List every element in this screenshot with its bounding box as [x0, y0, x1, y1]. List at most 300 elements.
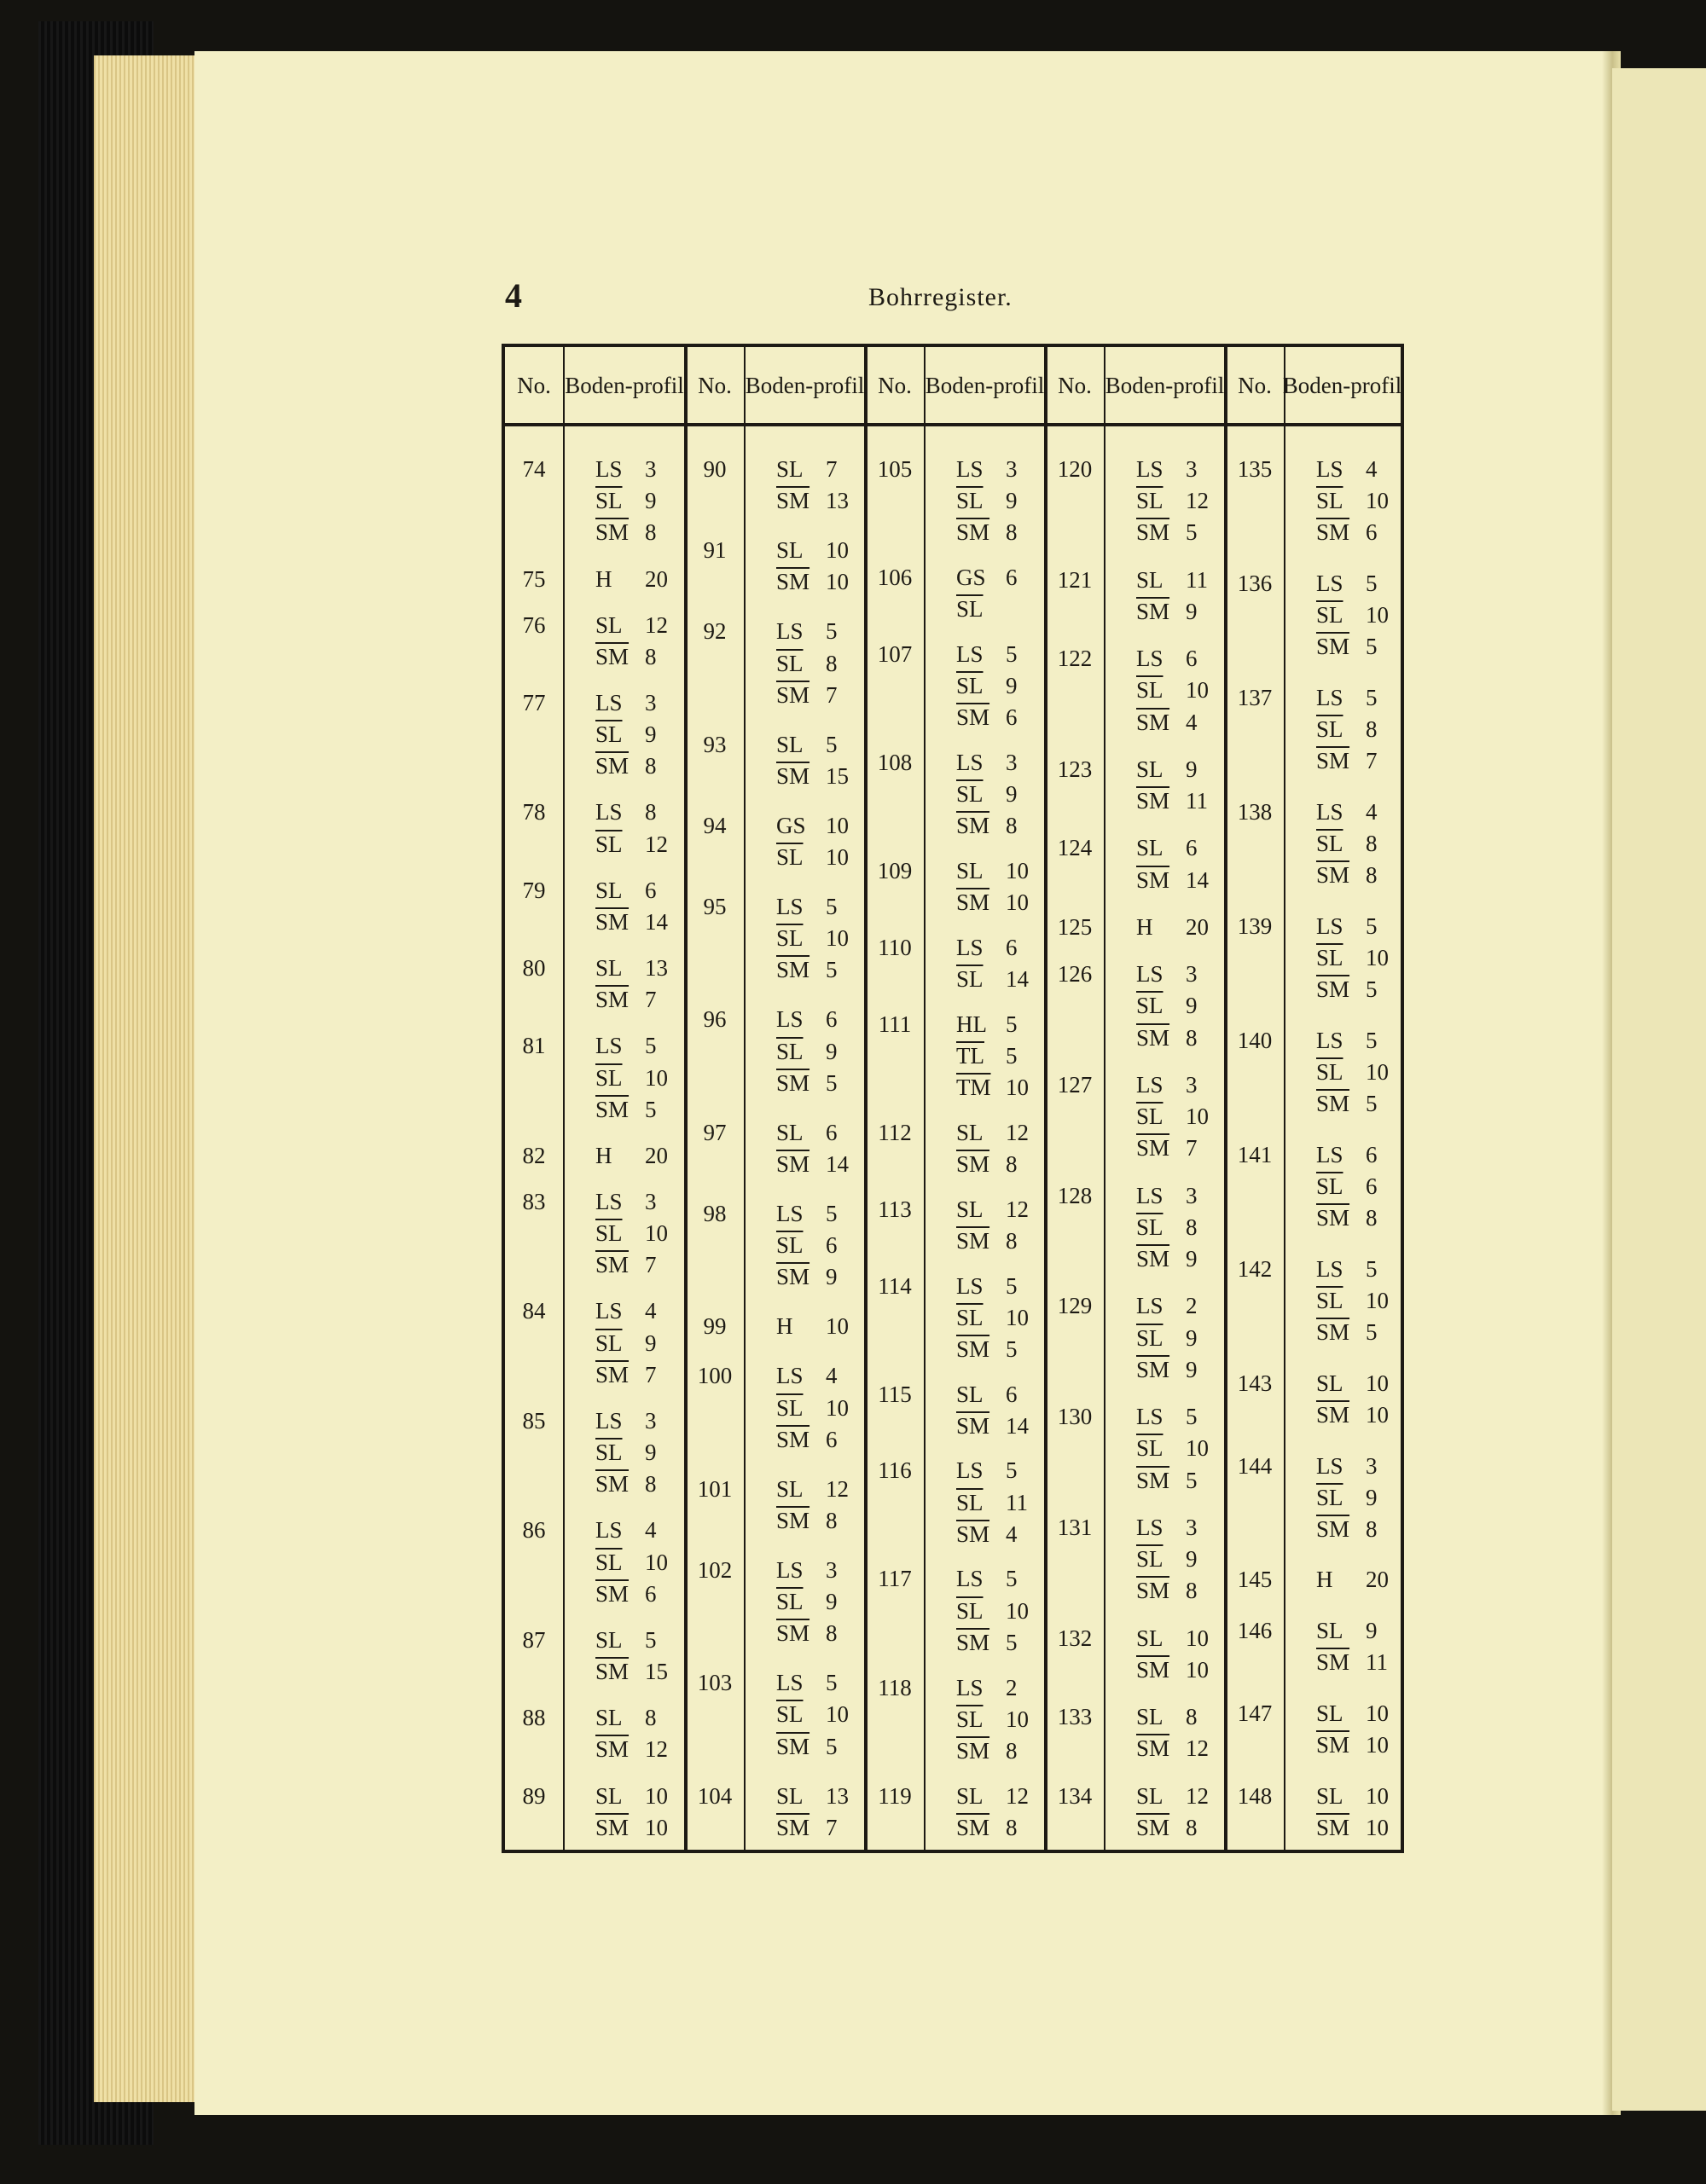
- soil-code: SL: [1136, 566, 1163, 593]
- borehole-number: 145: [1237, 1567, 1273, 1593]
- soil-layer: [595, 687, 674, 719]
- header-profile-line2: profil: [993, 372, 1045, 398]
- layer-depth: 10: [645, 1549, 668, 1575]
- borehole-number: 109: [877, 858, 913, 884]
- soil-layer: [776, 1036, 855, 1068]
- soil-layer: [956, 964, 1035, 995]
- layer-depth: 15: [645, 1659, 668, 1685]
- layer-depth: 10: [645, 1220, 668, 1247]
- soil-code: SL: [1316, 1782, 1343, 1809]
- soil-layer: [1136, 454, 1215, 485]
- soil-layer: [956, 1334, 1035, 1365]
- layer-depth: 11: [1366, 1649, 1388, 1676]
- soil-code: SL: [956, 1782, 984, 1809]
- soil-layer: [956, 1735, 1035, 1767]
- soil-code: $\overline{SM}$: [595, 987, 630, 1013]
- borehole-number: 143: [1237, 1370, 1273, 1396]
- soil-code: $\overline{SM}$: [956, 1814, 990, 1840]
- column-rule: [924, 347, 926, 1850]
- borehole-number: 126: [1057, 961, 1093, 988]
- soil-layer: [1136, 754, 1215, 785]
- layer-depth: 5: [1366, 1319, 1378, 1346]
- borehole-number: 81: [522, 1033, 546, 1059]
- soil-layer: [956, 1487, 1035, 1519]
- soil-layer: [595, 641, 674, 673]
- layer-depth: 5: [1006, 1335, 1018, 1362]
- soil-layer: [1136, 865, 1215, 896]
- soil-code: $\overline{SM}$: [776, 1620, 810, 1647]
- soil-layer: [1316, 1025, 1395, 1057]
- layer-depth: 8: [645, 1705, 657, 1731]
- soil-layer: [1316, 600, 1395, 631]
- soil-layer: [595, 1030, 674, 1062]
- soil-code: $\overline{SL}$: [595, 488, 623, 514]
- header-profile-line1: Boden-: [565, 372, 633, 398]
- soil-layer: [1136, 1654, 1215, 1686]
- soil-code: LS: [1136, 1404, 1163, 1430]
- layer-depth: 4: [1186, 709, 1198, 735]
- layer-depth: 6: [1186, 646, 1198, 672]
- layer-depth: 9: [1366, 1484, 1378, 1510]
- soil-code: SL: [776, 1782, 804, 1809]
- borehole-number: 100: [697, 1363, 733, 1389]
- layer-depth: 6: [645, 877, 657, 903]
- soil-layer: [776, 923, 855, 954]
- soil-code: $\overline{SM}$: [1136, 598, 1170, 624]
- soil-layer: [1316, 1482, 1395, 1514]
- layer-depth: 9: [1186, 993, 1198, 1019]
- layer-depth: 9: [1006, 673, 1018, 699]
- soil-layer: [1316, 454, 1395, 485]
- soil-code: LS: [776, 1670, 804, 1696]
- layer-depth: 8: [826, 1507, 838, 1533]
- soil-code: $\overline{SL}$: [1316, 488, 1343, 514]
- soil-code: SL: [1316, 1618, 1343, 1644]
- soil-code: $\overline{SM}$: [776, 1069, 810, 1096]
- soil-layer: [1316, 860, 1395, 891]
- layer-depth: 8: [645, 519, 657, 546]
- layer-depth: 9: [1186, 1546, 1198, 1573]
- borehole-number: 144: [1237, 1452, 1273, 1479]
- soil-code: LS: [595, 689, 623, 715]
- soil-code: $\overline{SM}$: [956, 1335, 990, 1362]
- borehole-number: 110: [878, 934, 912, 960]
- soil-code: $\overline{SM}$: [956, 1227, 990, 1254]
- column-rule: [744, 347, 746, 1850]
- layer-depth: 3: [1186, 456, 1198, 482]
- soil-code: GS: [776, 812, 806, 838]
- layer-depth: 9: [826, 1589, 838, 1615]
- soil-code: LS: [1316, 912, 1343, 939]
- borehole-number: 89: [522, 1782, 546, 1809]
- borehole-number: 93: [703, 731, 727, 757]
- soil-code: LS: [1136, 1514, 1163, 1540]
- layer-depth: 10: [645, 1782, 668, 1809]
- layer-depth: 5: [1006, 1566, 1018, 1592]
- borehole-number: 121: [1057, 566, 1093, 593]
- soil-code: SL: [956, 1196, 984, 1222]
- soil-layer: [956, 562, 1035, 594]
- layer-depth: 12: [1006, 1196, 1029, 1222]
- soil-layer: [1136, 596, 1215, 628]
- soil-code: LS: [1316, 684, 1343, 710]
- soil-code: $\overline{SL}$: [776, 650, 804, 676]
- header-bodenprofil: [1104, 347, 1226, 423]
- layer-depth: 4: [1366, 456, 1378, 482]
- soil-code: $\overline{SM}$: [1316, 1649, 1350, 1676]
- header-bodenprofil: [924, 347, 1046, 423]
- soil-code: $\overline{SM}$: [956, 519, 990, 546]
- soil-layer: [776, 680, 855, 711]
- borehole-number: 102: [697, 1556, 733, 1583]
- soil-layer: [776, 1311, 855, 1342]
- soil-code: $\overline{SL}$: [595, 1064, 623, 1091]
- soil-layer: [956, 810, 1035, 842]
- soil-code: $\overline{SM}$: [1136, 1467, 1170, 1493]
- layer-depth: 10: [1366, 1700, 1389, 1726]
- soil-layer: [1136, 959, 1215, 990]
- header-no: No.: [1238, 372, 1272, 398]
- borehole-number: 132: [1057, 1625, 1093, 1651]
- soil-code: $\overline{SL}$: [1316, 602, 1343, 629]
- layer-depth: 13: [645, 955, 668, 982]
- soil-code: $\overline{SL}$: [595, 1330, 623, 1356]
- soil-layer: [956, 1149, 1035, 1180]
- soil-code: $\overline{SM}$: [595, 1659, 630, 1685]
- layer-depth: 20: [1186, 913, 1209, 940]
- soil-layer: [1316, 1171, 1395, 1202]
- layer-depth: 5: [1006, 1457, 1018, 1484]
- layer-depth: 11: [1186, 566, 1208, 593]
- soil-code: $\overline{SM}$: [776, 1264, 810, 1290]
- soil-layer: [956, 1040, 1035, 1072]
- soil-code: $\overline{SM}$: [1316, 1205, 1350, 1231]
- soil-code: LS: [956, 456, 984, 482]
- borehole-number: 87: [522, 1626, 546, 1653]
- soil-layer: [595, 750, 674, 782]
- soil-layer: [595, 984, 674, 1016]
- layer-depth: 10: [1366, 1732, 1389, 1758]
- soil-layer: [1136, 485, 1215, 517]
- soil-layer: [1316, 942, 1395, 974]
- soil-layer: [776, 810, 855, 842]
- soil-code: $\overline{SL}$: [956, 781, 984, 808]
- soil-layer: [956, 1072, 1035, 1104]
- soil-layer: [595, 719, 674, 750]
- layer-depth: 8: [1186, 1704, 1198, 1730]
- layer-depth: 10: [1366, 1059, 1389, 1086]
- layer-depth: 8: [1366, 716, 1378, 743]
- soil-layer: [776, 566, 855, 598]
- layer-depth: 10: [1186, 1656, 1209, 1683]
- soil-code: LS: [956, 1272, 984, 1299]
- soil-layer: [1136, 1133, 1215, 1164]
- soil-code: $\overline{SL}$: [1316, 1287, 1343, 1313]
- soil-code: LS: [776, 1006, 804, 1033]
- soil-layer: [776, 1360, 855, 1392]
- soil-code: LS: [1136, 646, 1163, 672]
- soil-layer: [595, 797, 674, 828]
- layer-depth: 10: [1006, 1706, 1029, 1732]
- layer-depth: 8: [645, 1471, 657, 1498]
- layer-depth: 3: [826, 1556, 838, 1583]
- layer-depth: 6: [1366, 519, 1378, 546]
- borehole-number: 116: [878, 1457, 912, 1484]
- layer-depth: 10: [826, 844, 849, 871]
- layer-depth: 10: [645, 1064, 668, 1091]
- soil-code: $\overline{SL}$: [1136, 1214, 1163, 1240]
- layer-depth: 9: [826, 1038, 838, 1064]
- layer-depth: 10: [1006, 858, 1029, 884]
- soil-code: $\overline{SM}$: [1136, 519, 1170, 546]
- soil-code: $\overline{SM}$: [595, 643, 630, 669]
- layer-depth: 6: [1006, 1381, 1018, 1407]
- layer-depth: 10: [1186, 677, 1209, 704]
- soil-code: LS: [1136, 1293, 1163, 1319]
- soil-code: $\overline{SL}$: [956, 966, 984, 993]
- soil-layer: [1136, 1180, 1215, 1212]
- soil-layer: [1316, 828, 1395, 860]
- soil-code: LS: [1136, 1072, 1163, 1098]
- soil-code: $\overline{SM}$: [776, 569, 810, 595]
- borehole-number: 125: [1057, 913, 1093, 940]
- layer-depth: 6: [1186, 835, 1198, 861]
- soil-code: $\overline{SM}$: [776, 957, 810, 983]
- soil-layer: [595, 1515, 674, 1546]
- soil-code: $\overline{SM}$: [956, 704, 990, 731]
- soil-layer: [595, 875, 674, 907]
- borehole-number: 103: [697, 1670, 733, 1696]
- soil-layer: [1316, 1317, 1395, 1348]
- soil-layer: [956, 1812, 1035, 1844]
- soil-code: H: [1136, 913, 1153, 940]
- soil-layer: [595, 1469, 674, 1500]
- layer-depth: 10: [1366, 1401, 1389, 1428]
- layer-depth: 10: [1186, 1625, 1209, 1651]
- soil-code: $\overline{SL}$: [956, 1304, 984, 1330]
- layer-depth: 7: [645, 1252, 657, 1278]
- soil-layer: [776, 485, 855, 517]
- layer-depth: 10: [826, 1394, 849, 1421]
- soil-code: $\overline{SM}$: [1316, 976, 1350, 1003]
- soil-code: $\overline{SM}$: [1136, 1024, 1170, 1051]
- soil-layer: [1316, 1368, 1395, 1399]
- soil-layer: [776, 1699, 855, 1730]
- layer-depth: 8: [645, 643, 657, 669]
- soil-layer: [1316, 1514, 1395, 1545]
- layer-depth: 3: [645, 1407, 657, 1434]
- soil-layer: [776, 842, 855, 873]
- soil-code: $\overline{SL}$: [1316, 831, 1343, 857]
- layer-depth: 9: [645, 721, 657, 748]
- borehole-number: 135: [1237, 456, 1273, 482]
- layer-depth: 3: [1006, 456, 1018, 482]
- soil-code: $\overline{SL}$: [1316, 945, 1343, 971]
- soil-code: $\overline{SM}$: [1316, 519, 1350, 546]
- soil-layer: [1316, 911, 1395, 942]
- borehole-number: 120: [1057, 456, 1093, 482]
- borehole-number: 133: [1057, 1704, 1093, 1730]
- soil-layer: [1136, 1323, 1215, 1354]
- layer-depth: 12: [1186, 1782, 1209, 1809]
- soil-layer: [1316, 1254, 1395, 1285]
- layer-depth: 8: [1186, 1024, 1198, 1051]
- layer-depth: 8: [1186, 1814, 1198, 1840]
- layer-depth: 11: [1006, 1489, 1028, 1515]
- header-no: No.: [878, 372, 912, 398]
- soil-layer: [1316, 1057, 1395, 1088]
- layer-depth: 6: [826, 1426, 838, 1452]
- layer-depth: 5: [1366, 634, 1378, 660]
- soil-layer: [1316, 1285, 1395, 1317]
- soil-code: LS: [956, 1457, 984, 1484]
- layer-depth: 5: [1366, 912, 1378, 939]
- soil-code: $\overline{SL}$: [595, 1440, 623, 1466]
- layer-depth: 6: [645, 1580, 657, 1607]
- soil-layer: [1136, 1101, 1215, 1133]
- soil-code: $\overline{SM}$: [1136, 866, 1170, 893]
- layer-depth: 3: [1006, 749, 1018, 775]
- soil-code: $\overline{SM}$: [1316, 1091, 1350, 1117]
- layer-depth: 12: [1006, 1119, 1029, 1145]
- header-profile-line1: Boden-: [745, 372, 814, 398]
- soil-code: $\overline{TM}$: [956, 1075, 991, 1101]
- soil-code: SL: [776, 1475, 804, 1502]
- layer-depth: 10: [1366, 602, 1389, 629]
- soil-code: $\overline{SL}$: [595, 831, 623, 857]
- layer-depth: 4: [1006, 1521, 1018, 1547]
- soil-code: $\overline{SM}$: [1136, 788, 1170, 814]
- soil-code: SL: [1136, 1704, 1163, 1730]
- borehole-number: 113: [878, 1196, 912, 1222]
- layer-depth: 6: [1366, 1173, 1378, 1199]
- layer-depth: 10: [1006, 1304, 1029, 1330]
- borehole-number: 92: [703, 618, 727, 645]
- borehole-number: 78: [522, 799, 546, 826]
- borehole-number: 104: [697, 1782, 733, 1809]
- layer-depth: 5: [1006, 1629, 1018, 1655]
- soil-layer: [956, 1194, 1035, 1225]
- borehole-number: 85: [522, 1407, 546, 1434]
- borehole-number: 97: [703, 1119, 727, 1145]
- soil-code: $\overline{SL}$: [776, 1701, 804, 1728]
- layer-depth: 5: [826, 1670, 838, 1696]
- layer-depth: 10: [1186, 1435, 1209, 1462]
- soil-code: $\overline{SL}$: [956, 673, 984, 699]
- borehole-number: 123: [1057, 756, 1093, 782]
- soil-layer: [1316, 714, 1395, 745]
- soil-layer: [595, 1328, 674, 1359]
- soil-layer: [1136, 707, 1215, 739]
- soil-code: $\overline{SM}$: [1136, 1656, 1170, 1683]
- soil-code: H: [595, 1142, 612, 1168]
- layer-depth: 3: [1186, 1182, 1198, 1208]
- layer-depth: 8: [1366, 831, 1378, 857]
- layer-depth: 20: [645, 1142, 668, 1168]
- soil-layer: [776, 1667, 855, 1699]
- layer-depth: 3: [1186, 1514, 1198, 1540]
- layer-depth: 10: [826, 812, 849, 838]
- soil-layer: [1316, 682, 1395, 714]
- layer-depth: 8: [645, 753, 657, 779]
- soil-layer: [776, 1393, 855, 1424]
- soil-layer: [776, 1198, 855, 1230]
- soil-code: $\overline{SM}$: [956, 813, 990, 839]
- soil-code: $\overline{SL}$: [1136, 488, 1163, 514]
- layer-depth: 6: [826, 1119, 838, 1145]
- soil-code: $\overline{SM}$: [595, 1096, 630, 1122]
- layer-depth: 10: [645, 1814, 668, 1840]
- soil-layer: [956, 1672, 1035, 1704]
- page-edges: [94, 55, 205, 2102]
- soil-layer: [776, 1731, 855, 1763]
- layer-depth: 10: [1366, 1782, 1389, 1809]
- soil-code: $\overline{SM}$: [776, 1426, 810, 1452]
- borehole-number: 146: [1237, 1618, 1273, 1644]
- soil-code: $\overline{SL}$: [956, 1597, 984, 1624]
- soil-code: LS: [595, 456, 623, 482]
- soil-code: LS: [1136, 1182, 1163, 1208]
- soil-code: $\overline{SM}$: [776, 681, 810, 708]
- layer-depth: 12: [1006, 1782, 1029, 1809]
- borehole-number: 91: [703, 537, 727, 564]
- soil-layer: [776, 1618, 855, 1649]
- borehole-number: 86: [522, 1517, 546, 1544]
- layer-depth: 5: [826, 957, 838, 983]
- soil-layer: [595, 1094, 674, 1126]
- layer-depth: 20: [1366, 1567, 1389, 1593]
- borehole-number: 74: [522, 456, 546, 482]
- layer-depth: 10: [826, 1701, 849, 1728]
- soil-layer: [595, 1547, 674, 1579]
- layer-depth: 5: [1366, 684, 1378, 710]
- borehole-number: 147: [1237, 1700, 1273, 1726]
- soil-code: SL: [595, 955, 623, 982]
- soil-code: $\overline{SL}$: [776, 1232, 804, 1259]
- soil-layer: [956, 1117, 1035, 1149]
- layer-depth: 8: [1006, 519, 1018, 546]
- soil-code: $\overline{SM}$: [1316, 1319, 1350, 1346]
- soil-code: $\overline{SL}$: [1316, 716, 1343, 743]
- header-profile-line2: profil: [813, 372, 865, 398]
- soil-layer: [595, 1781, 674, 1812]
- soil-code: $\overline{SL}$: [776, 1394, 804, 1421]
- soil-code: SL: [956, 858, 984, 884]
- soil-code: LS: [1316, 1452, 1343, 1479]
- soil-code: $\overline{SM}$: [1316, 1401, 1350, 1428]
- layer-depth: 14: [645, 908, 668, 935]
- soil-code: $\overline{SM}$: [595, 1252, 630, 1278]
- soil-code: $\overline{SM}$: [1316, 748, 1350, 774]
- borehole-number: 128: [1057, 1182, 1093, 1208]
- soil-code: $\overline{SM}$: [595, 519, 630, 546]
- soil-code: SL: [1136, 835, 1163, 861]
- layer-depth: 10: [1366, 1814, 1389, 1840]
- header-no: No.: [698, 372, 732, 398]
- soil-layer: [956, 639, 1035, 670]
- soil-layer: [1316, 1451, 1395, 1482]
- layer-depth: 8: [1006, 1227, 1018, 1254]
- soil-code: SL: [1136, 1782, 1163, 1809]
- layer-depth: 13: [826, 1782, 849, 1809]
- layer-depth: 4: [1366, 798, 1378, 825]
- borehole-number: 141: [1237, 1141, 1273, 1167]
- soil-code: LS: [1316, 1141, 1343, 1167]
- borehole-number: 95: [703, 894, 727, 920]
- layer-depth: 5: [1006, 640, 1018, 667]
- header-profile-line1: Boden-: [1282, 372, 1351, 398]
- layer-depth: 5: [1006, 1272, 1018, 1299]
